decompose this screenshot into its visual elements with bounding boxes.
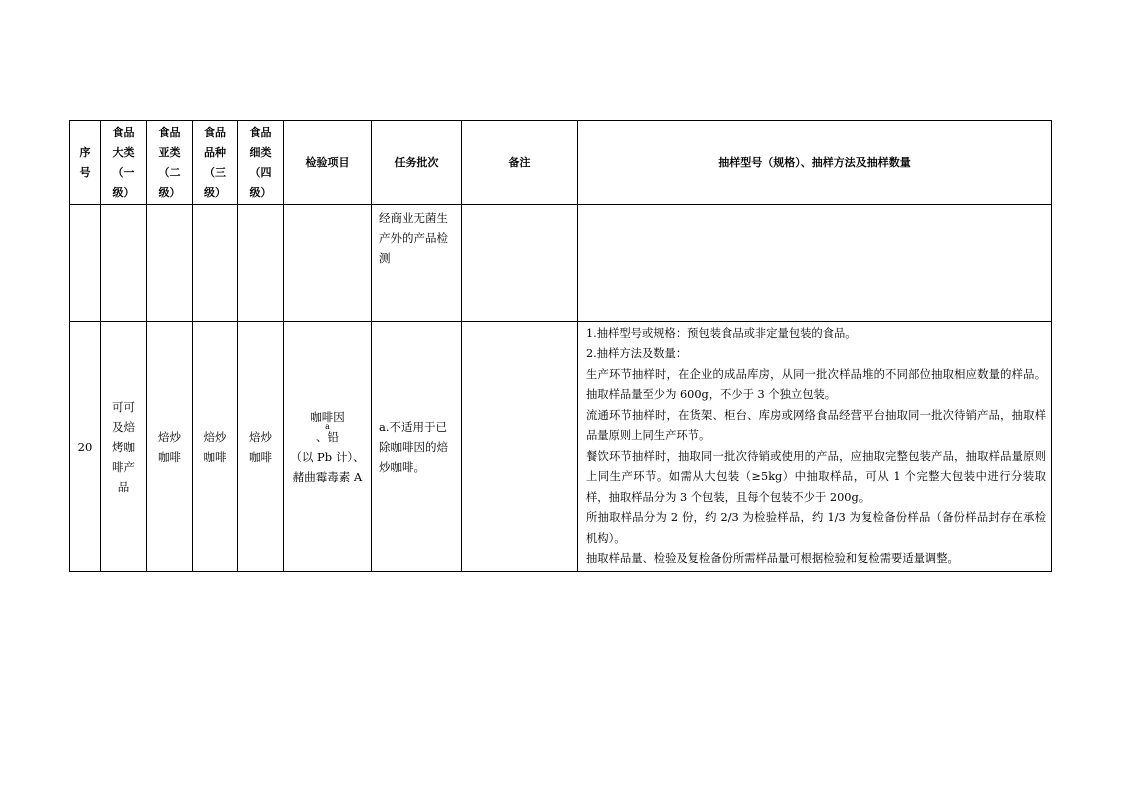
header-category-1: 食品 大类 （一 级） (101, 121, 147, 205)
cell-empty (238, 205, 284, 322)
method-paragraph: 餐饮环节抽样时，抽取同一批次待销或使用的产品，应抽取完整包装产品，抽取样品量原则上同生产环节。如需从大包装（≥5kg）中抽取样品，可从 1 个完整大包装中进行分装取样，抽取样品分为 3 个包装，且每个包装不少于 200g。 (586, 449, 1046, 504)
cell-empty (193, 205, 238, 322)
header-test-items: 检验项目 (284, 121, 372, 205)
cell-test-items: 咖啡因 a 、铅 （以 Pb 计）、 赭曲霉毒素 A (284, 322, 372, 572)
table-row-continuation (70, 205, 1052, 322)
sampling-table (69, 120, 1052, 572)
cell-category-4: 焙炒 咖啡 (238, 322, 284, 572)
cell-empty (70, 205, 101, 322)
header-remark: 备注 (462, 121, 578, 205)
cell-seq: 20 (70, 322, 101, 572)
method-paragraph: 1.抽样型号或规格：预包装食品或非定量包装的食品。 (586, 326, 857, 340)
cell-category-2: 焙炒 咖啡 (147, 322, 193, 572)
method-paragraph: 流通环节抽样时，在货架、柜台、库房或网络食品经营平台抽取同一批次待销产品，抽取样品量原则上同生产环节。 (586, 408, 1046, 442)
cell-task-batch-continued: 经商业无菌生 产外的产品检 测 (372, 205, 462, 322)
cell-task-batch: a.不适用于已 除咖啡因的焙 炒咖啡。 (372, 322, 462, 572)
header-category-2: 食品 亚类 （二 级） (147, 121, 193, 205)
cell-empty (284, 205, 372, 322)
cell-empty (462, 205, 578, 322)
cell-sampling-method (578, 322, 1052, 572)
method-paragraph: 抽取样品量、检验及复检备份所需样品量可根据检验和复检需要适量调整。 (586, 552, 959, 565)
method-paragraph: 所抽取样品分为 2 份，约 2/3 为检验样品，约 1/3 为复检备份样品（备份样品封存在承检机构）。 (586, 511, 1046, 545)
header-row (70, 121, 1052, 205)
header-category-4: 食品 细类 （四 级） (238, 121, 284, 205)
header-task-batch: 任务批次 (372, 121, 462, 205)
table-row-20 (70, 322, 1052, 572)
cell-empty (147, 205, 193, 322)
header-category-3: 食品 品种 （三 级） (193, 121, 238, 205)
header-sampling-method: 抽样型号（规格）、抽样方法及抽样数量 (578, 121, 1052, 205)
cell-category-3: 焙炒 咖啡 (193, 322, 238, 572)
cell-empty (101, 205, 147, 322)
header-seq: 序 号 (70, 121, 101, 205)
cell-category-1: 可可 及焙 烤咖 啡产 品 (101, 322, 147, 572)
cell-empty (578, 205, 1052, 322)
method-paragraph: 生产环节抽样时，在企业的成品库房，从同一批次样品堆的不同部位抽取相应数量的样品。抽取样品量至少为 600g，不少于 3 个独立包装。 (586, 367, 1046, 401)
cell-remark (462, 322, 578, 572)
method-paragraph: 2.抽样方法及数量： (586, 347, 688, 360)
